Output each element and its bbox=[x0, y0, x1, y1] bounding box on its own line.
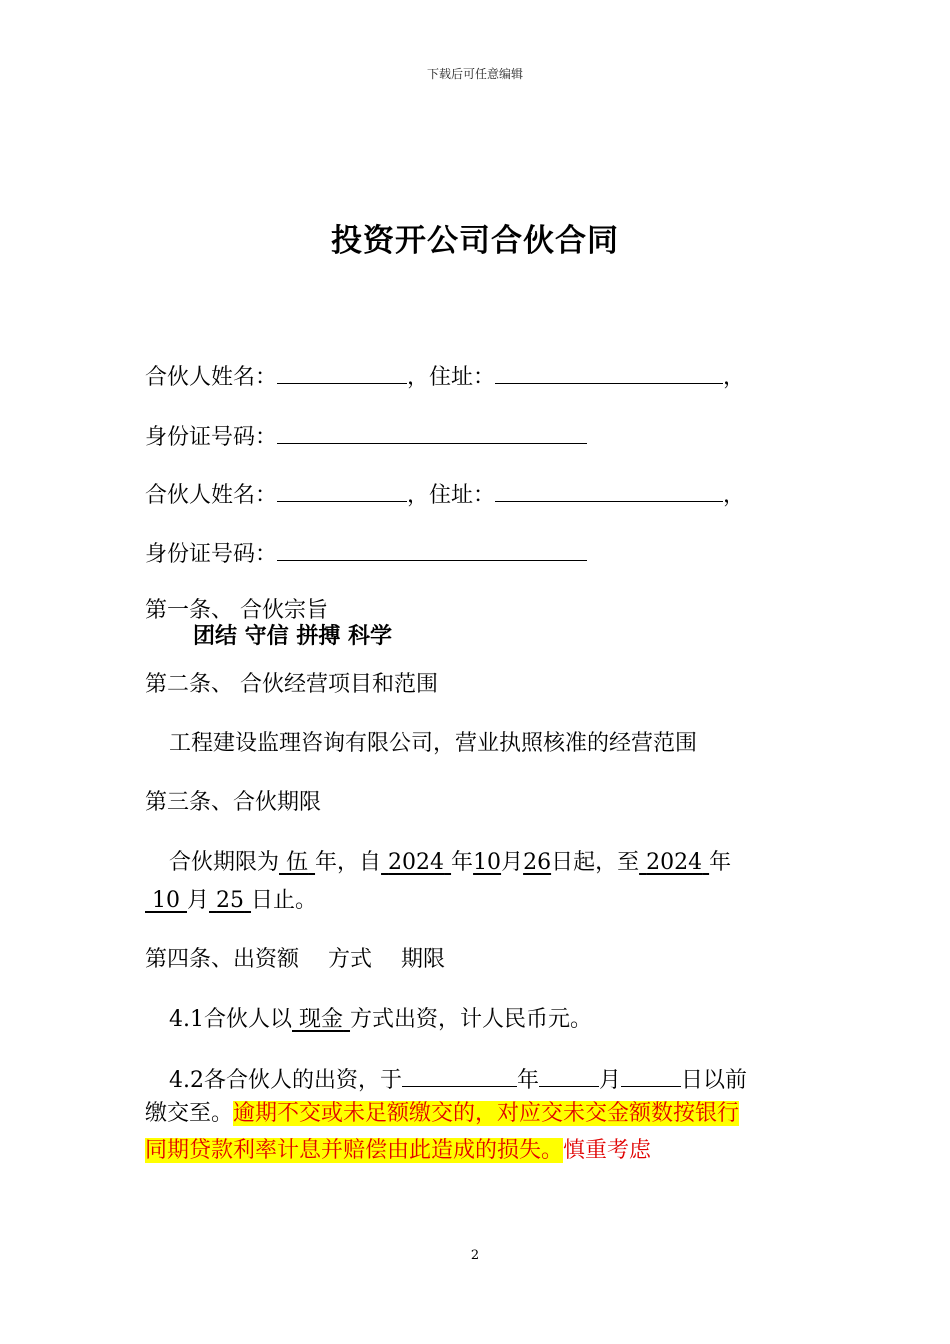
term-text: 月 bbox=[501, 850, 524, 875]
clause-4-2-line-3 bbox=[145, 1136, 651, 1166]
partner-address-label: ，住址： bbox=[407, 483, 496, 508]
clause-text: 日以前 bbox=[681, 1068, 748, 1093]
clause-text: 月 bbox=[599, 1068, 622, 1093]
contribution-method: 现金 bbox=[299, 1007, 344, 1032]
clause-text: 年 bbox=[517, 1068, 540, 1093]
start-day: 26 bbox=[523, 850, 552, 875]
partner-name-label: 合伙人姓名： bbox=[145, 483, 278, 508]
partner-name-blank bbox=[277, 361, 407, 384]
clause-4-1 bbox=[169, 1005, 592, 1035]
partner-1-name-row bbox=[145, 361, 745, 393]
clause-text: 4.1合伙人以 bbox=[169, 1007, 292, 1032]
partner-name-blank bbox=[277, 479, 407, 502]
penalty-highlight-2: 同期贷款利率计息并赔偿由此造成的损失。 bbox=[145, 1138, 564, 1163]
end-year: 2024 bbox=[646, 850, 703, 875]
term-text: 年 bbox=[709, 850, 732, 875]
document-title: 投资开公司合伙合同 bbox=[331, 223, 619, 259]
article-4-heading: 第四条、出资额 方式 期限 bbox=[145, 947, 445, 972]
article-3-term-line-1 bbox=[169, 848, 731, 878]
article-2-heading: 第二条、 合伙经营项目和范围 bbox=[145, 672, 438, 697]
term-text: 日起，至 bbox=[551, 850, 640, 875]
term-prefix: 合伙期限为 bbox=[169, 850, 280, 875]
article-1-heading: 第一条、 合伙宗旨 bbox=[145, 598, 328, 623]
term-text: 年，自 bbox=[315, 850, 382, 875]
page-number: 2 bbox=[470, 1248, 480, 1263]
year-blank bbox=[402, 1064, 517, 1087]
clause-4-2-line-2 bbox=[145, 1099, 739, 1129]
term-text: 月 bbox=[187, 888, 210, 913]
clause-text: 4.2各合伙人的出资，于 bbox=[169, 1068, 402, 1093]
caution-note: 慎重考虑 bbox=[563, 1138, 652, 1163]
row-end-punct: ， bbox=[723, 365, 746, 390]
end-month: 10 bbox=[152, 888, 180, 913]
month-blank bbox=[539, 1064, 599, 1087]
partner-id-label: 身份证号码： bbox=[145, 542, 278, 567]
article-1-motto: 团结 守信 拼搏 科学 bbox=[193, 624, 392, 649]
article-3-term-line-2 bbox=[145, 886, 317, 916]
partner-id-blank bbox=[277, 421, 587, 444]
term-text: 年 bbox=[451, 850, 474, 875]
day-blank bbox=[621, 1064, 681, 1087]
term-text: 日止。 bbox=[251, 888, 318, 913]
start-year: 2024 bbox=[388, 850, 445, 875]
clause-4-2-line-1 bbox=[169, 1064, 747, 1096]
partner-1-id-row bbox=[145, 421, 587, 453]
article-2-body: 工程建设监理咨询有限公司，营业执照核准的经营范围 bbox=[169, 731, 698, 756]
clause-text: 缴交至。 bbox=[145, 1101, 234, 1126]
article-3-heading: 第三条、合伙期限 bbox=[145, 790, 322, 815]
partner-address-blank bbox=[495, 361, 723, 384]
row-end-punct: ， bbox=[723, 483, 746, 508]
partner-id-label: 身份证号码： bbox=[145, 425, 278, 450]
penalty-highlight-1: 逾期不交或未足额缴交的，对应交未交金额数按银行 bbox=[233, 1101, 740, 1126]
partner-2-name-row bbox=[145, 479, 745, 511]
partner-address-blank bbox=[495, 479, 723, 502]
end-day: 25 bbox=[216, 888, 245, 913]
term-years: 伍 bbox=[286, 850, 309, 875]
start-month: 10 bbox=[473, 850, 502, 875]
clause-text: 方式出资，计人民币元。 bbox=[350, 1007, 593, 1032]
partner-2-id-row bbox=[145, 538, 587, 570]
page-header-note: 下载后可任意编辑 bbox=[426, 67, 523, 81]
partner-id-blank bbox=[277, 538, 587, 561]
partner-address-label: ，住址： bbox=[407, 365, 496, 390]
partner-name-label: 合伙人姓名： bbox=[145, 365, 278, 390]
